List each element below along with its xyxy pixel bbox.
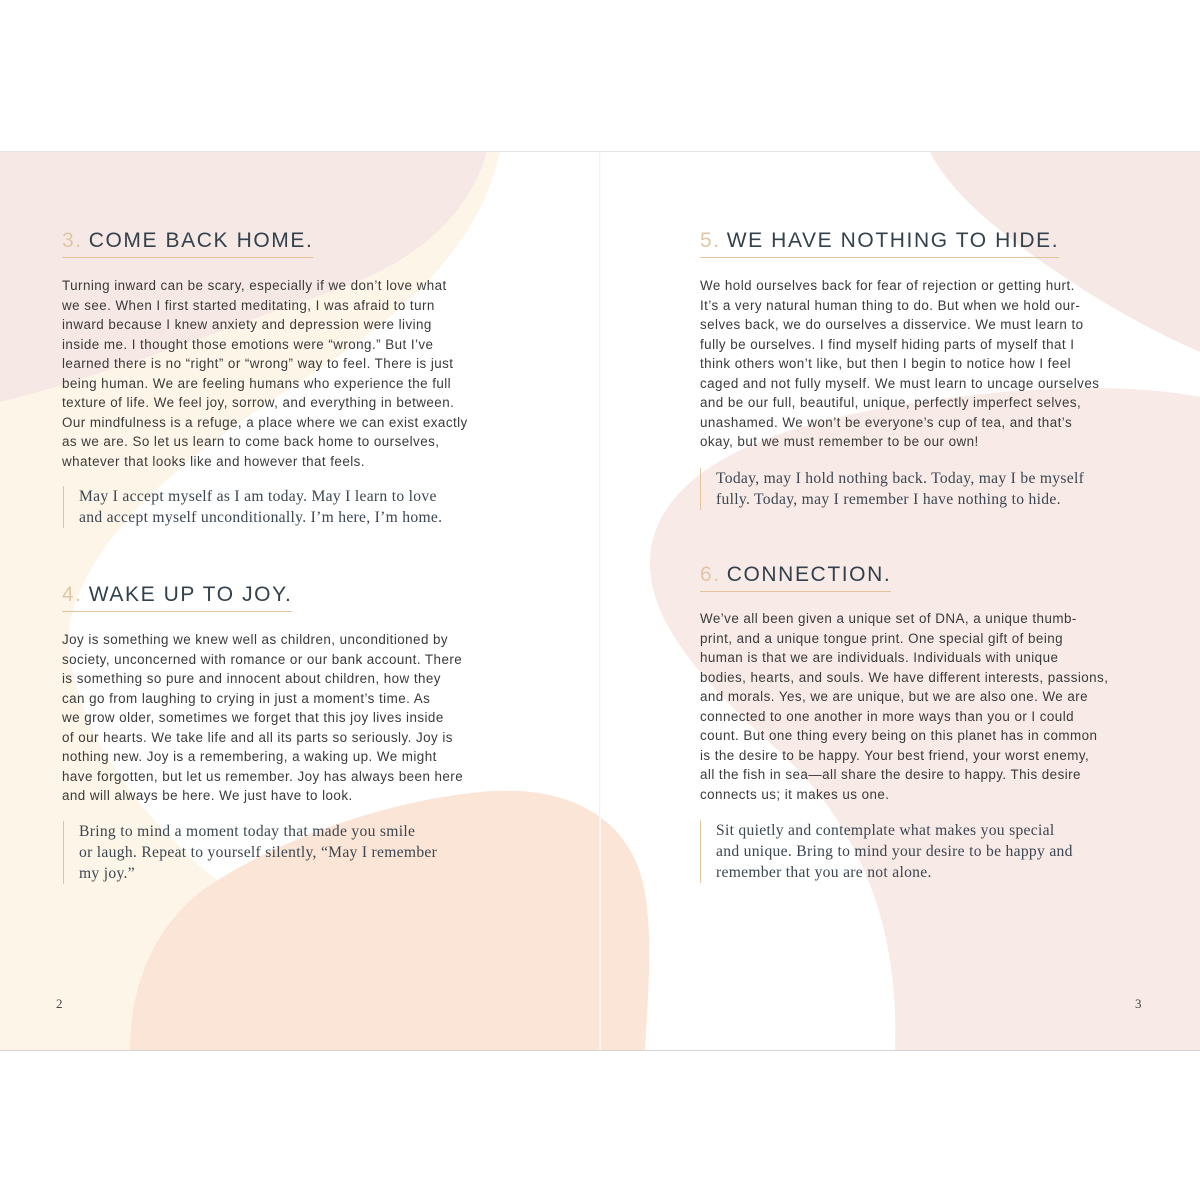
body-line: okay, but we must remember to be our own! [700, 434, 979, 449]
quote-line: and unique. Bring to mind your desire to be happy and [716, 843, 1073, 860]
body-line: human is that we are individuals. Individuals with unique [700, 650, 1059, 665]
section-number: 6. [700, 563, 721, 586]
quote-line: my joy.” [79, 865, 135, 882]
section-4-heading [62, 583, 292, 612]
body-line: unashamed. We won’t be everyone’s cup of tea, and that’s [700, 414, 1073, 430]
section-6-heading [700, 563, 891, 592]
section-5-body [700, 276, 1099, 452]
section-4-affirmation [63, 821, 437, 884]
section-5-heading [700, 229, 1059, 258]
quote-line: fully. Today, may I remember I have nothing to hide. [716, 491, 1061, 508]
section-3-body [62, 276, 468, 471]
section-title: COME BACK HOME. [88, 229, 314, 252]
body-line: society, unconcerned with romance or our bank account. There [62, 651, 463, 667]
body-line: is the desire to be happy. Your best friend, your worst enemy, [700, 747, 1090, 763]
body-line: selves back, we do ourselves a disservice. We must learn to [700, 317, 1084, 332]
section-title: WAKE UP TO JOY. [88, 583, 293, 606]
body-line: count. But one thing every being on this planet has in common [700, 728, 1098, 743]
body-line: print, and a unique tongue print. One special gift of being [700, 630, 1064, 646]
body-line: whatever that looks like and however that feels. [62, 453, 365, 469]
body-line: nothing new. Joy is a remembering, a waking up. We might [62, 749, 437, 764]
body-line: we see. When I first started meditating, I was afraid to turn [62, 297, 435, 313]
body-line: connected to one another in more ways than you or I could [700, 708, 1075, 724]
section-6-body [700, 609, 1108, 804]
body-line: texture of life. We feel joy, sorrow, and everything in between. [62, 395, 455, 410]
book-spread [0, 151, 1200, 1051]
body-line: It’s a very natural human thing to do. But when we hold our- [700, 297, 1081, 313]
body-line: all the fish in sea—all share the desire to happy. This desire [700, 767, 1081, 782]
body-line: Our mindfulness is a refuge, a place where we can exist exactly [62, 414, 468, 430]
body-line: Joy is something we knew well as children, unconditioned by [62, 632, 449, 647]
section-4-body [62, 630, 463, 806]
body-line: fully be ourselves. I find myself hiding parts of myself that I [700, 336, 1075, 352]
quote-line: or laugh. Repeat to yourself silently, “May I remember [79, 844, 438, 861]
section-3-affirmation [63, 486, 442, 528]
body-line: Turning inward can be scary, especially if we don’t love what [62, 278, 447, 293]
section-number: 4. [62, 583, 83, 606]
body-line: connects us; it makes us one. [700, 786, 890, 802]
page-right [601, 152, 1200, 1050]
page-number: 3 [1135, 996, 1142, 1011]
body-line: learned there is no “right” or “wrong” way to feel. There is just [62, 356, 454, 371]
quote-line: and accept myself unconditionally. I’m here, I’m home. [79, 509, 443, 526]
body-line: and will always be here. We just have to look. [62, 788, 353, 803]
body-line: as we are. So let us learn to come back home to ourselves, [62, 434, 440, 449]
body-line: can go from laughing to crying in just a moment’s time. As [62, 690, 431, 706]
section-number: 3. [62, 229, 83, 252]
quote-line: remember that you are not alone. [716, 864, 932, 881]
body-line: and be our full, beautiful, unique, perfectly imperfect selves, [700, 395, 1082, 410]
page-number: 2 [56, 996, 63, 1011]
body-line: inside me. I thought those emotions were “wrong.” But I’ve [62, 336, 434, 352]
section-number: 5. [700, 229, 721, 252]
page-left [0, 152, 599, 1050]
body-line: is something so pure and innocent about children, how they [62, 671, 441, 686]
body-line: inward because I knew anxiety and depression were living [62, 317, 432, 332]
body-line: we grow older, sometimes we forget that this joy lives inside [62, 710, 444, 725]
body-line: We hold ourselves back for fear of rejection or getting hurt. [700, 278, 1075, 293]
quote-line: May I accept myself as I am today. May I learn to love [79, 488, 437, 505]
section-title: WE HAVE NOTHING TO HIDE. [726, 229, 1060, 252]
body-line: have forgotten, but let us remember. Joy has always been here [62, 768, 464, 784]
section-5-affirmation [700, 468, 1084, 510]
quote-line: Today, may I hold nothing back. Today, may I be myself [716, 470, 1085, 487]
body-line: of our hearts. We take life and all its parts so seriously. Joy is [62, 729, 453, 745]
body-line: being human. We are feeling humans who experience the full [62, 375, 452, 391]
quote-line: Sit quietly and contemplate what makes you special [716, 822, 1055, 839]
body-line: bodies, hearts, and souls. We have different interests, passions, [700, 669, 1109, 685]
body-line: and morals. Yes, we are unique, but we are also one. We are [700, 689, 1089, 704]
body-line: We’ve all been given a unique set of DNA, a unique thumb- [700, 611, 1077, 626]
quote-line: Bring to mind a moment today that made you smile [79, 823, 416, 840]
section-3-heading [62, 229, 313, 258]
body-line: think others won’t like, but then I begin to notice how I feel [700, 356, 1072, 371]
section-6-affirmation [700, 820, 1073, 883]
section-title: CONNECTION. [726, 563, 892, 586]
body-line: caged and not fully myself. We must learn to uncage ourselves [700, 375, 1100, 391]
